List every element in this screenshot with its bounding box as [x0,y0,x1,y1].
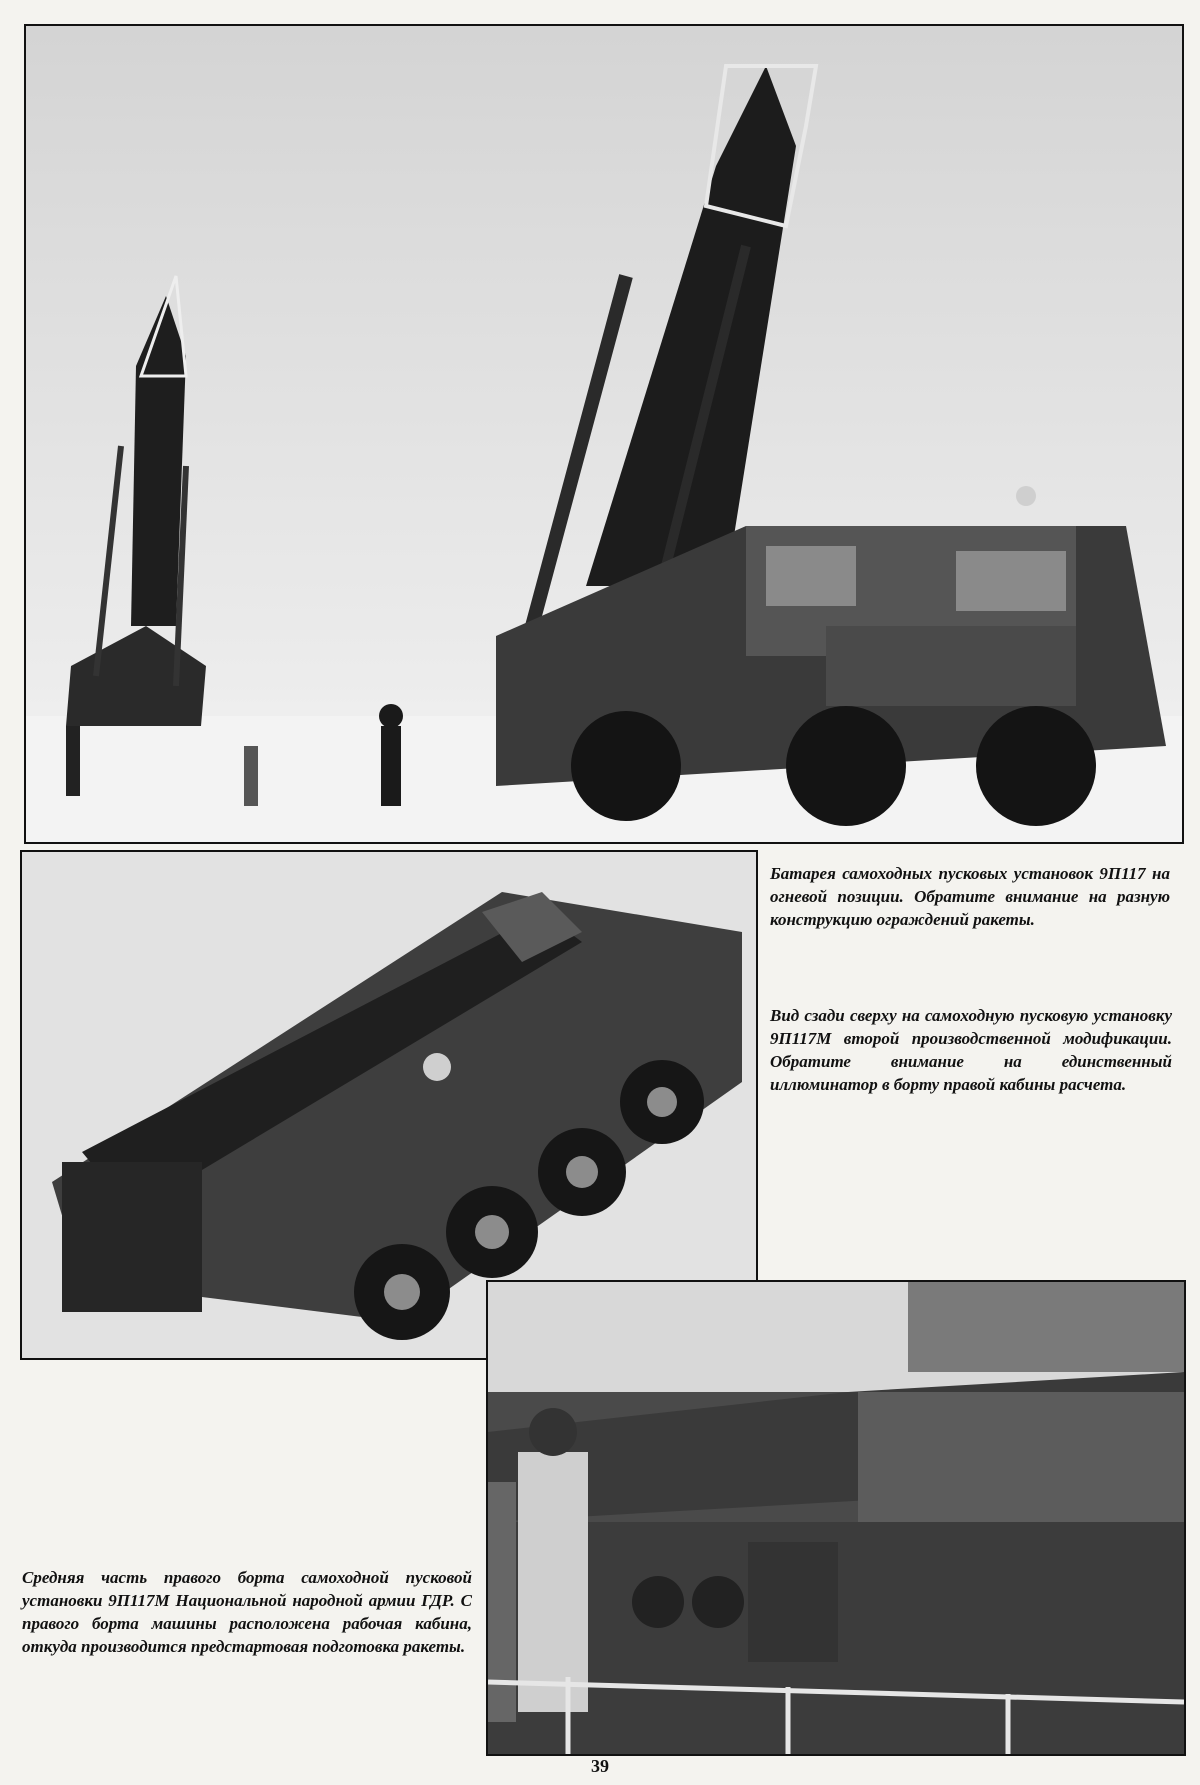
page-number: 39 [591,1756,609,1776]
caption-rear-top-view: Вид сзади сверху на самоходную пусковую установку 9П117М второй производственной модификации. Обратите внимание на единственный иллюминатор в борту правой кабины расчета. [770,1006,1172,1094]
photo-launchers-raised-missiles [24,24,1184,844]
caption-battery-on-position: Батарея самоходных пусковых установок 9П117 на огневой позиции. Обратите внимание на разную конструкцию ограждений ракеты. [770,864,1170,929]
caption-right-side-middle: Средняя часть правого борта самоходной пусковой установки 9П117М Национальной народной армии ГДР. С правого борта машины расположена рабочая кабина, откуда производится предстартовая подготовка ракеты. [22,1568,472,1656]
photo-launcher-right-side [486,1280,1186,1756]
